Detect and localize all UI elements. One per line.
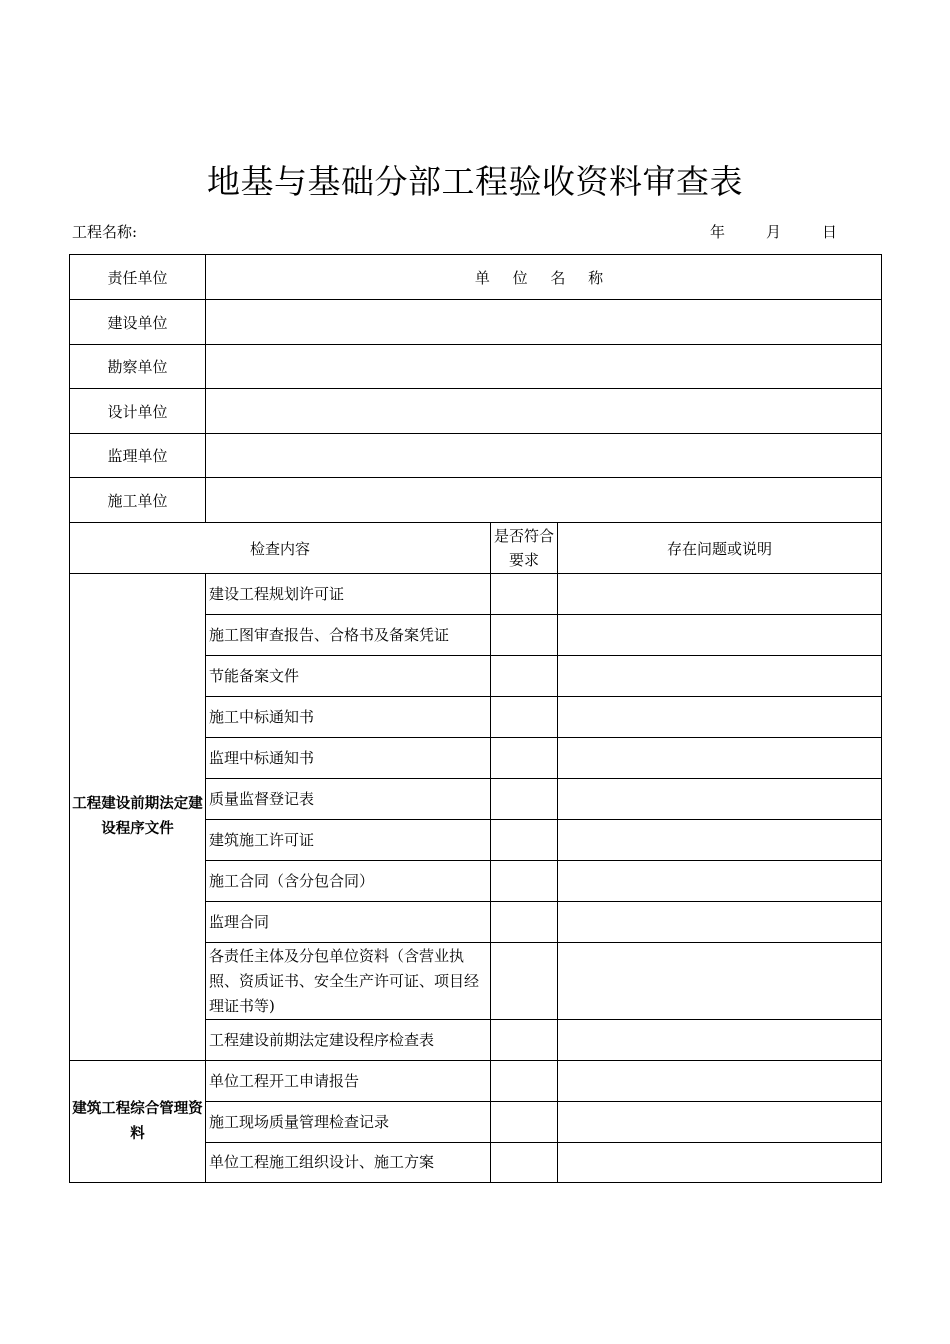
conform-cell[interactable]: [491, 697, 558, 738]
issues-cell[interactable]: [558, 1020, 882, 1061]
unit-label: 监理单位: [70, 434, 206, 478]
issues-cell[interactable]: [558, 574, 882, 615]
conform-cell[interactable]: [491, 1102, 558, 1143]
header-responsible-unit: 责任单位: [70, 255, 206, 300]
day-label: 日: [822, 223, 838, 241]
unit-row: [70, 389, 882, 434]
issues-cell[interactable]: [558, 943, 882, 1020]
project-name-label: 工程名称:: [72, 223, 138, 241]
check-item: 建设工程规划许可证: [206, 574, 491, 615]
issues-cell[interactable]: [558, 861, 882, 902]
check-item: 单位工程施工组织设计、施工方案: [206, 1143, 491, 1183]
conform-cell[interactable]: [491, 656, 558, 697]
check-item: 单位工程开工申请报告: [206, 1061, 491, 1102]
check-item: 施工中标通知书: [206, 697, 491, 738]
table-row: [70, 574, 882, 615]
check-item: 施工图审查报告、合格书及备案凭证: [206, 615, 491, 656]
group-label: 建筑工程综合管理资料: [70, 1061, 206, 1183]
conform-cell[interactable]: [491, 779, 558, 820]
issues-cell[interactable]: [558, 1143, 882, 1183]
conform-cell[interactable]: [491, 1061, 558, 1102]
check-item: 建筑施工许可证: [206, 820, 491, 861]
issues-cell[interactable]: [558, 738, 882, 779]
conform-cell[interactable]: [491, 738, 558, 779]
conform-cell[interactable]: [491, 861, 558, 902]
unit-label: 建设单位: [70, 300, 206, 345]
page-title: 地基与基础分部工程验收资料审查表: [207, 162, 743, 201]
conform-cell[interactable]: [491, 820, 558, 861]
check-item: 施工合同（含分包合同）: [206, 861, 491, 902]
check-item: 监理中标通知书: [206, 738, 491, 779]
table-row: [70, 1061, 882, 1102]
header-check-content: 检查内容: [70, 523, 491, 574]
header-issues: 存在问题或说明: [558, 523, 882, 574]
issues-cell[interactable]: [558, 1102, 882, 1143]
group-label: 工程建设前期法定建设程序文件: [70, 574, 206, 1061]
check-item: 工程建设前期法定建设程序检查表: [206, 1020, 491, 1061]
check-header-row: [70, 523, 882, 574]
units-header-row: [70, 255, 882, 300]
unit-row: [70, 300, 882, 345]
unit-label: 设计单位: [70, 389, 206, 434]
conform-cell[interactable]: [491, 902, 558, 943]
header-unit-name: 单 位 名 称: [206, 255, 882, 300]
check-item: 质量监督登记表: [206, 779, 491, 820]
issues-cell[interactable]: [558, 902, 882, 943]
unit-row: [70, 478, 882, 523]
unit-name-cell[interactable]: [206, 434, 882, 478]
unit-name-cell[interactable]: [206, 300, 882, 345]
unit-name-cell[interactable]: [206, 345, 882, 389]
year-label: 年: [710, 223, 726, 241]
check-item: 施工现场质量管理检查记录: [206, 1102, 491, 1143]
check-item: 节能备案文件: [206, 656, 491, 697]
issues-cell[interactable]: [558, 656, 882, 697]
conform-cell[interactable]: [491, 1020, 558, 1061]
conform-cell[interactable]: [491, 574, 558, 615]
check-item: 各责任主体及分包单位资料（含营业执照、资质证书、安全生产许可证、项目经理证书等): [206, 943, 491, 1020]
unit-label: 施工单位: [70, 478, 206, 523]
conform-cell[interactable]: [491, 943, 558, 1020]
issues-cell[interactable]: [558, 820, 882, 861]
unit-row: [70, 434, 882, 478]
issues-cell[interactable]: [558, 615, 882, 656]
header-conform: 是否符合要求: [491, 523, 558, 574]
date-fields: [710, 221, 837, 242]
issues-cell[interactable]: [558, 697, 882, 738]
issues-cell[interactable]: [558, 1061, 882, 1102]
conform-cell[interactable]: [491, 1143, 558, 1183]
issues-cell[interactable]: [558, 779, 882, 820]
unit-name-cell[interactable]: [206, 478, 882, 523]
conform-cell[interactable]: [491, 615, 558, 656]
month-label: 月: [766, 223, 782, 241]
unit-name-cell[interactable]: [206, 389, 882, 434]
unit-row: [70, 345, 882, 389]
review-table: [69, 254, 882, 1183]
unit-label: 勘察单位: [70, 345, 206, 389]
check-item: 监理合同: [206, 902, 491, 943]
